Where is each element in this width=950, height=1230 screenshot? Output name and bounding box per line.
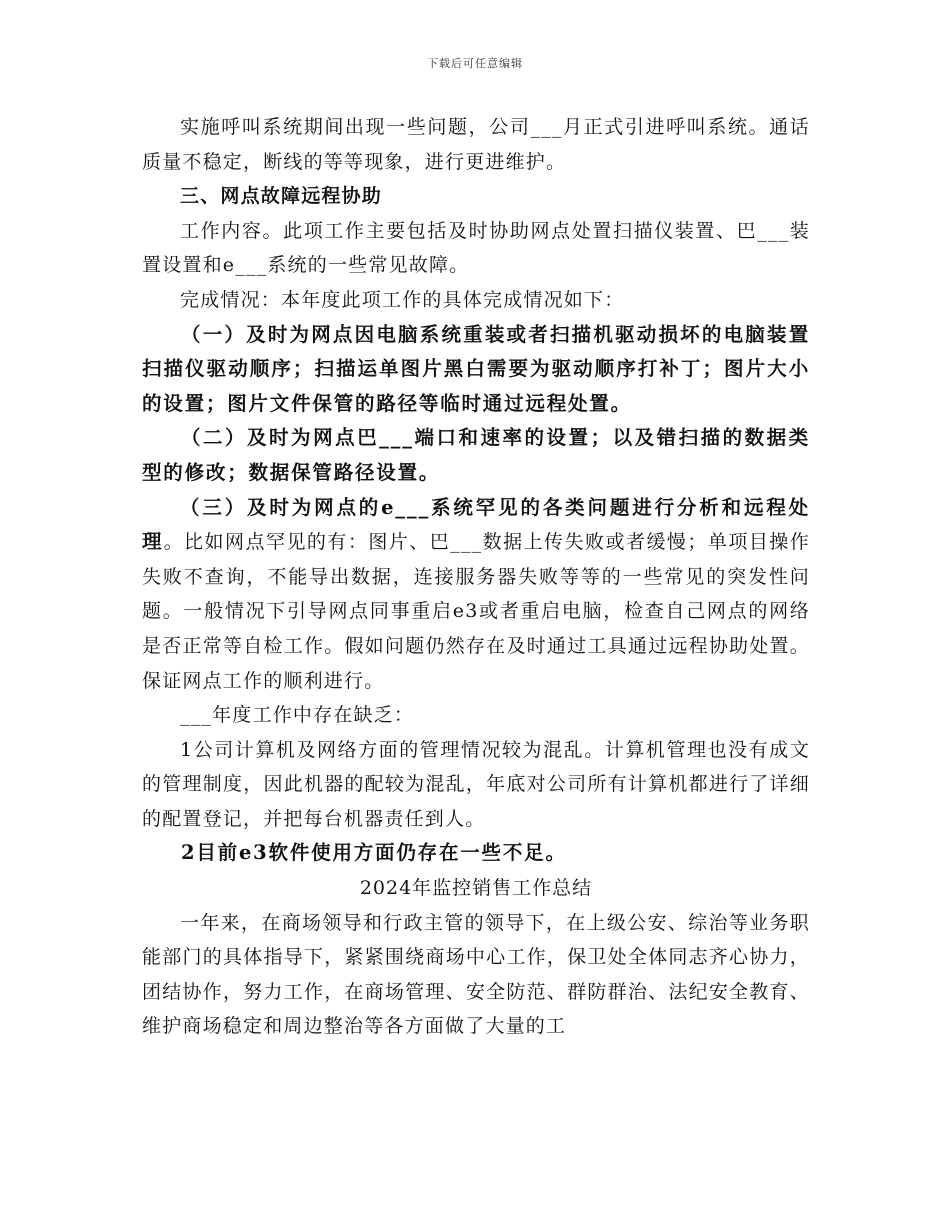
paragraph-summary-intro: 一年来，在商场领导和行政主管的领导下，在上级公安、综治等业务职能部门的具体指导下，紧紧围绕商场中心工作，保卫处全体同志齐心协力，团结协作，努力工作，在商场管理、安全防范、群防群治、法纪安全教育、维护商场稳定和周边整治等各方面做了大量的工: [142, 911, 810, 1038]
document-title: 2024年监控销售工作总结: [359, 877, 593, 900]
paragraph-item-three-bold: （三）及时为网点的e___系统罕见的各类问题进行分析和远程处理: [142, 495, 810, 554]
document-body: [142, 110, 810, 1044]
paragraph-item-one: （一）及时为网点因电脑系统重装或者扫描机驱动损坏的电脑装置扫描仪驱动顺序；扫描运单图片黑白需要为驱动顺序打补丁；图片大小的设置；图片文件保管的路径等临时通过远程处置。: [142, 322, 810, 415]
paragraph-shortcoming-one: 1公司计算机及网络方面的管理情况较为混乱。计算机管理也没有成文的管理制度，因此机器的配较为混乱，年底对公司所有计算机都进行了详细的配置登记，并把每台机器责任到人。: [142, 738, 810, 830]
paragraph-item-three: [142, 491, 810, 699]
paragraph-work-content: 工作内容。此项工作主要包括及时协助网点处置扫描仪装置、巴___装置设置和e___系统的一些常见故障。: [142, 219, 810, 277]
page-header: 下载后可任意编辑: [427, 57, 523, 70]
section-heading-remote-assist: 三、网点故障远程协助: [180, 185, 383, 208]
paragraph-item-three-normal: 。比如网点罕见的有：图片、巴___数据上传失败或者缓慢；单项目操作失败不查询，不能导出数据，连接服务器失败等等的一些常见的突发性问题。一般情况下引导网点同事重启e3或者重启电脑，检查自己网点的网络是否正常等自检工作。假如问题仍然存在及时通过工具通过远程协助处置。保证网点工作的顺利进行。: [142, 531, 810, 692]
paragraph-shortcoming-two: 2目前e3软件使用方面仍存在一些不足。: [181, 841, 567, 865]
paragraph-item-two: （二）及时为网点巴___端口和速率的设置；以及错扫描的数据类型的修改；数据保管路径设置。: [142, 426, 810, 484]
paragraph-shortcomings: ___年度工作中存在缺乏：: [180, 704, 415, 727]
paragraph-call-system: 实施呼叫系统期间出现一些问题，公司___月正式引进呼叫系统。通话质量不稳定，断线的等等现象，进行更进维护。: [142, 116, 810, 173]
paragraph-completion-status: 完成情况：本年度此项工作的具体完成情况如下：: [180, 288, 625, 311]
